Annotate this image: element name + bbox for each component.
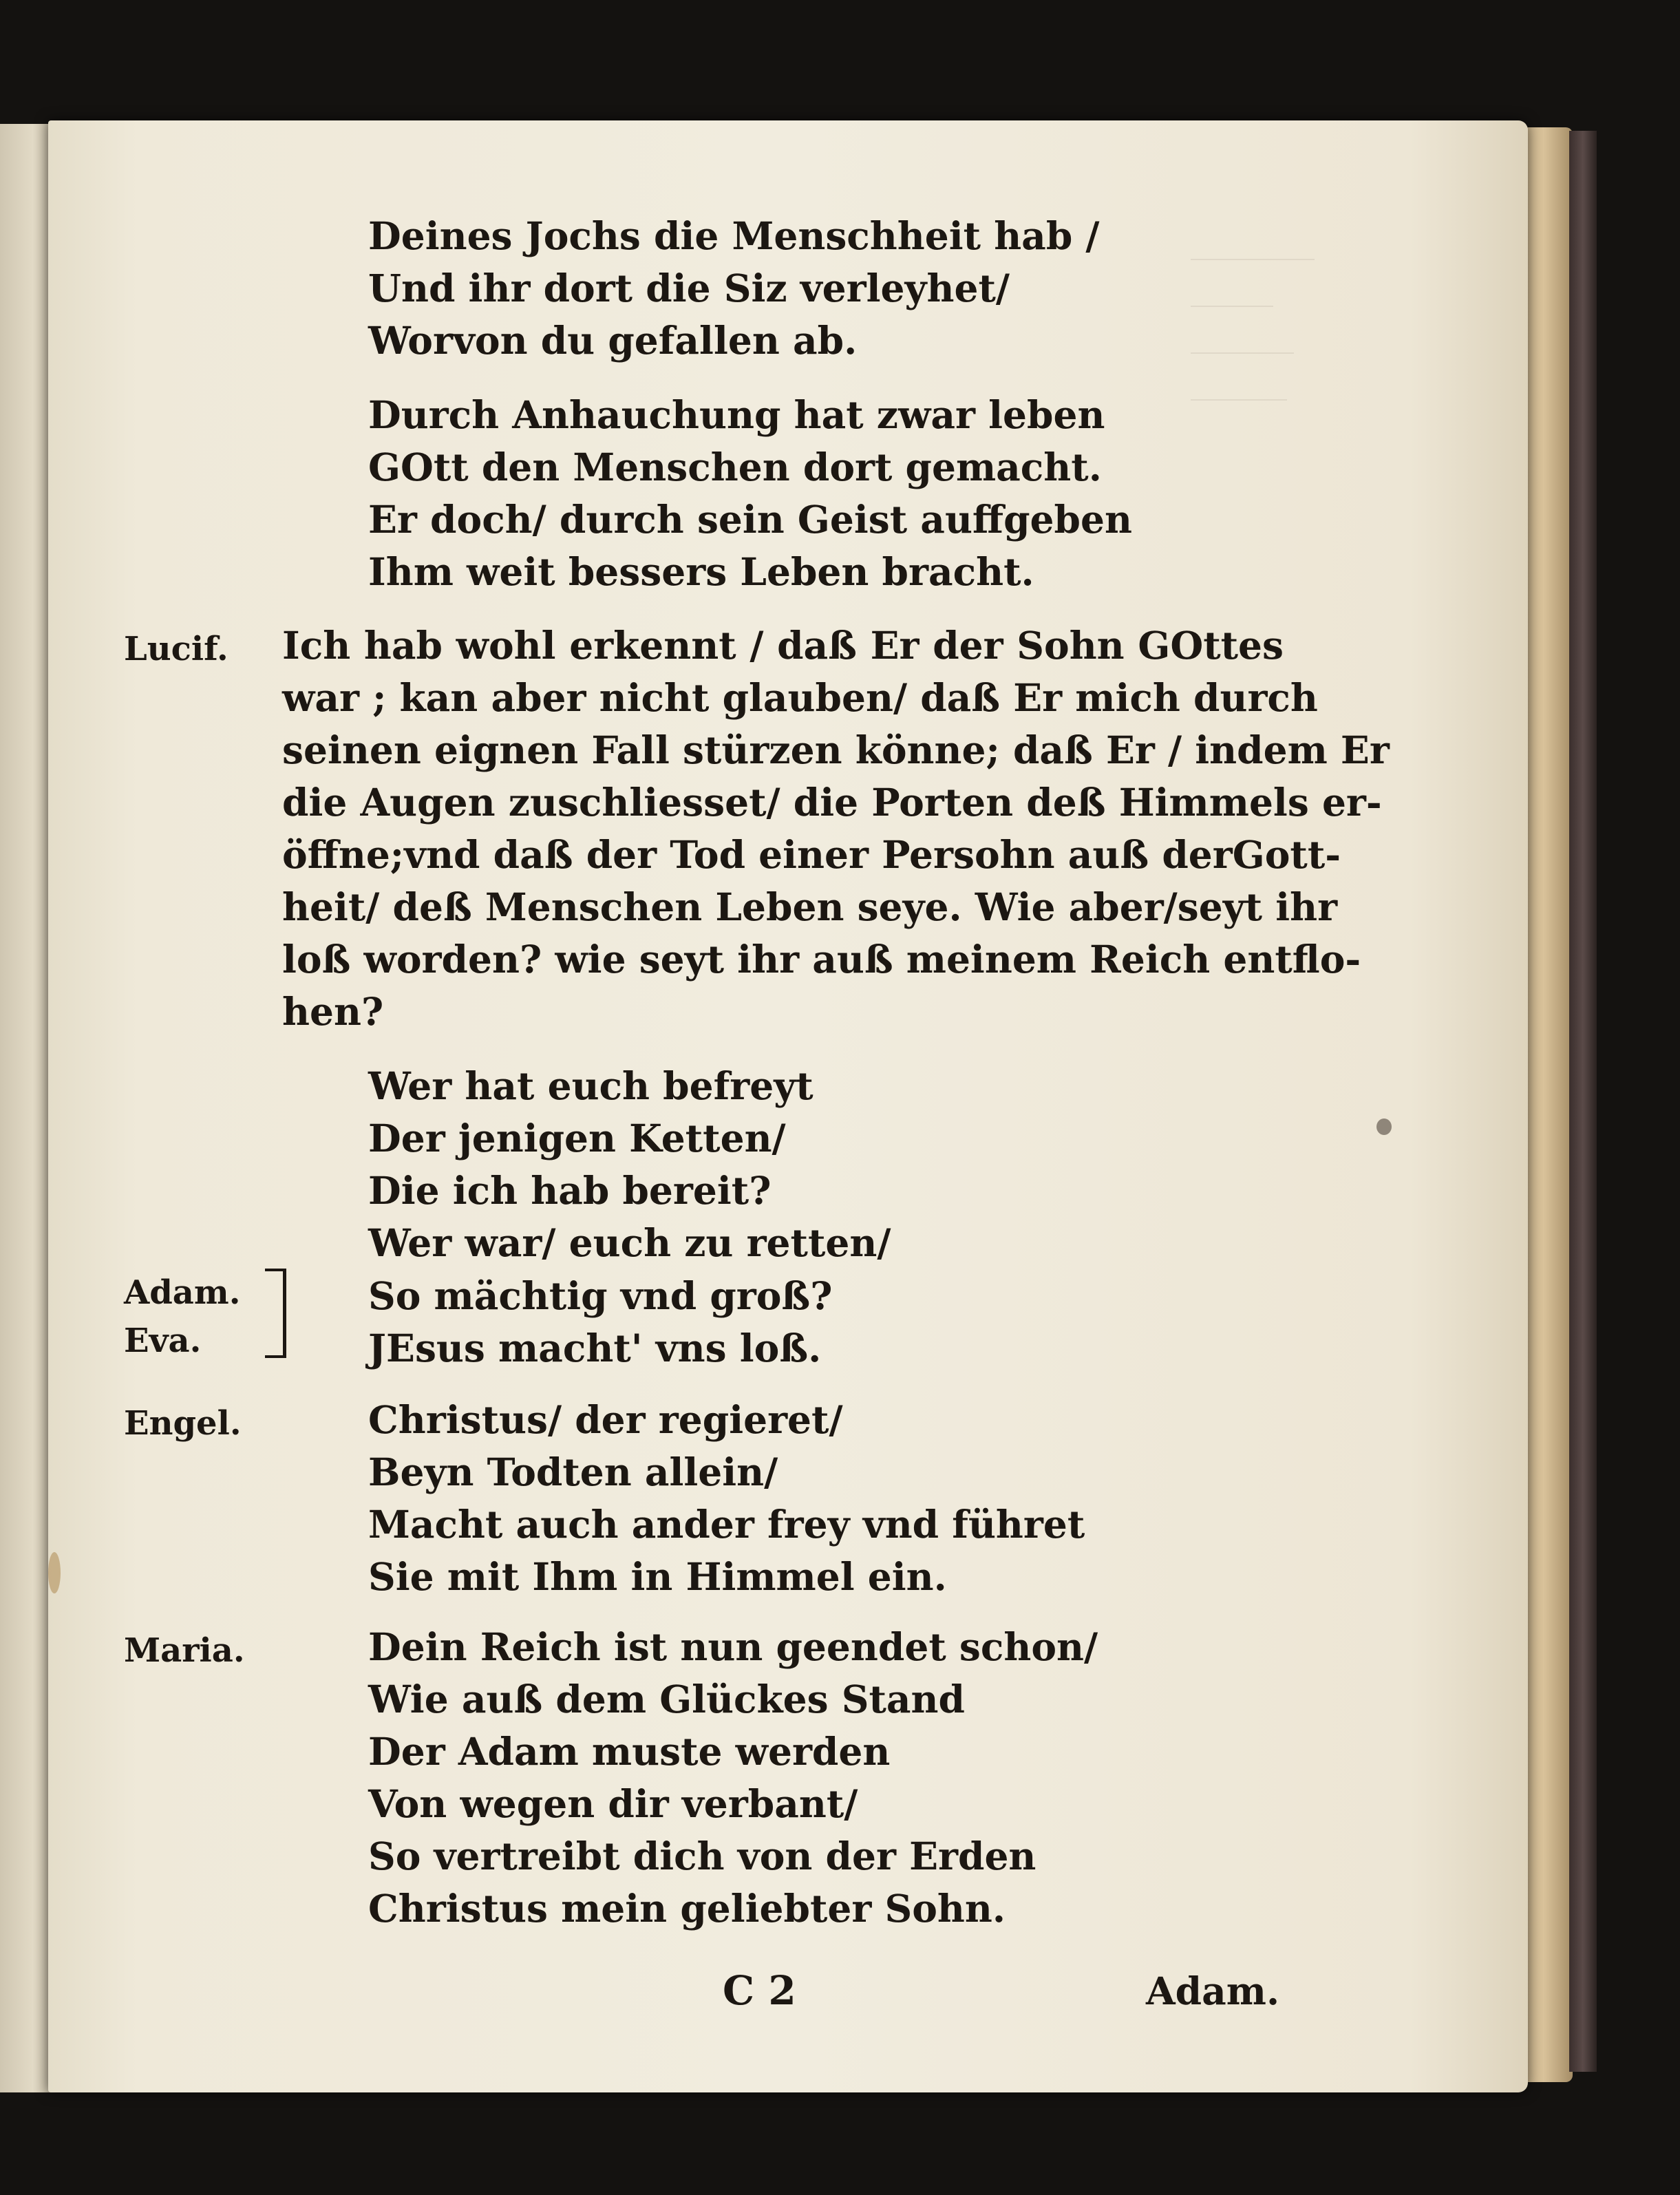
verse-line: Wer war/ euch zu retten/ [368,1220,891,1265]
stanza-1 [368,210,1100,367]
verse-line: Sie mit Ihm in Himmel ein. [368,1554,947,1599]
maria-verse [368,1621,1098,1935]
verse-line: Christus/ der regieret/ [368,1397,843,1442]
verse-line: So vertreibt dich von der Erden [368,1834,1036,1878]
verse-line: Der jenigen Ketten/ [368,1116,786,1160]
paper-stain [48,1552,61,1593]
speaker-lucif: Lucif. [124,630,228,668]
show-through [1191,213,1349,401]
prose-line: hen? [282,989,384,1034]
verse-line: Dein Reich ist nun geendet schon/ [368,1624,1098,1669]
prose-line: war ; kan aber nicht glauben/ daß Er mich durch [282,675,1318,720]
lucif-verse [368,1060,891,1269]
speaker-bracket [265,1269,286,1358]
speaker-maria: Maria. [124,1631,245,1670]
verse-line: Wie auß dem Glückes Stand [368,1677,965,1721]
verse-line: Die ich hab bereit? [368,1168,772,1213]
verse-line: JEsus macht' vns loß. [368,1326,822,1370]
verse-line: Christus mein geliebter Sohn. [368,1886,1006,1931]
verse-line: Von wegen dir verbant/ [368,1781,858,1826]
verse-line: Beyn Todten allein/ [368,1450,778,1494]
adam-eva-verse [368,1270,832,1375]
prose-line: loß worden? wie seyt ihr auß meinem Reich entflo- [282,937,1361,982]
catchword: Adam. [1146,1969,1280,2013]
verse-line: Worvon du gefallen ab. [368,318,858,363]
stanza-2 [368,389,1132,598]
speaker-eva: Eva. [124,1322,202,1360]
engel-verse [368,1394,1085,1603]
ink-spot [1376,1118,1392,1135]
verse-line: So mächtig vnd groß? [368,1273,833,1318]
prose-line: heit/ deß Menschen Leben seye. Wie aber/seyt ihr [282,884,1338,929]
prose-line: seinen eignen Fall stürzen könne; daß Er / indem Er [282,728,1390,772]
lucif-prose [282,619,1390,1038]
verse-line: Durch Anhauchung hat zwar leben [368,392,1105,437]
signature-mark: C 2 [723,1967,796,2014]
verse-line: Und ihr dort die Siz verleyhet/ [368,266,1010,310]
prose-line: Ich hab wohl erkennt / daß Er der Sohn GOttes [282,623,1284,668]
page-block-edge [1524,127,1573,2082]
verse-line: Deines Jochs die Menschheit hab / [368,213,1100,258]
verse-line: Der Adam muste werden [368,1729,891,1774]
prose-line: die Augen zuschliesset/ die Porten deß Himmels er- [282,780,1382,825]
facing-page-edge [0,124,55,2092]
verse-line: Wer hat euch befreyt [368,1063,814,1108]
book-cover-edge [1569,131,1597,2072]
verse-line: Ihm weit bessers Leben bracht. [368,549,1034,594]
verse-line: GOtt den Menschen dort gemacht. [368,445,1102,489]
verse-line: Er doch/ durch sein Geist auffgeben [368,497,1132,542]
speaker-engel: Engel. [124,1404,242,1443]
verse-line: Macht auch ander frey vnd führet [368,1502,1085,1547]
speaker-adam: Adam. [124,1273,241,1312]
prose-line: öffne;vnd daß der Tod einer Persohn auß derGott- [282,832,1341,877]
